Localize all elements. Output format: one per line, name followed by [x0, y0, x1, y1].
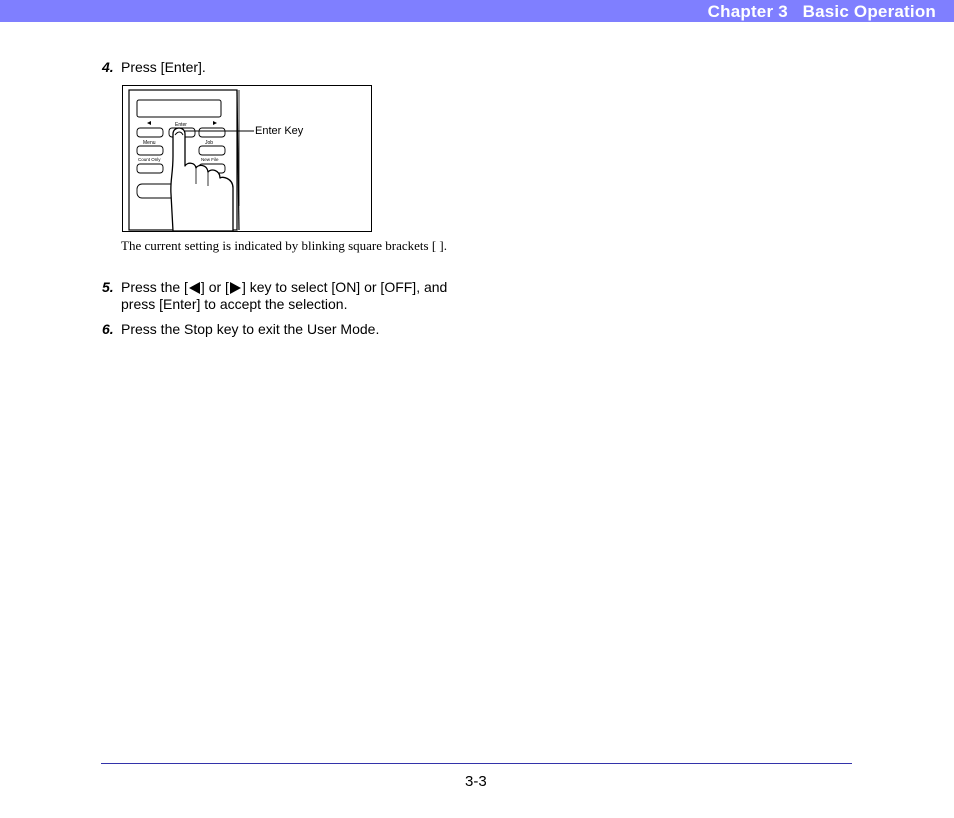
new-file-key-label: New File [201, 157, 219, 162]
control-panel-illustration [122, 85, 372, 232]
chapter-title: Chapter 3 Basic Operation [707, 2, 936, 21]
note-text: The current setting is indicated by blinking square brackets [ ]. [121, 238, 447, 253]
step-number: 4. [102, 59, 114, 75]
step-text [121, 279, 461, 313]
step-text-part: Press the [ [121, 279, 188, 295]
enter-key-callout: Enter Key [255, 125, 304, 137]
chapter-header-bar [0, 0, 954, 22]
step-number: 6. [102, 321, 114, 337]
step-text: Press [Enter]. [121, 59, 206, 75]
panel-drawing [123, 86, 371, 231]
step-number: 5. [102, 279, 114, 295]
enter-key-label: Enter [175, 122, 187, 128]
page-number: 3-3 [465, 773, 487, 790]
step-text-part: ] key to select [ON] or [OFF], and [241, 279, 448, 295]
step-text-part: ] or [ [200, 279, 229, 295]
menu-key-label: Menu [143, 140, 156, 146]
left-arrow-icon [189, 282, 200, 294]
step-text-part: press [Enter] to accept the selection. [121, 296, 348, 312]
footer-divider [101, 763, 852, 764]
job-key-label: Job [205, 140, 214, 146]
count-only-key-label: Count Only [138, 157, 161, 162]
right-arrow-icon [230, 282, 241, 294]
step-text: Press the Stop key to exit the User Mode. [121, 321, 380, 337]
